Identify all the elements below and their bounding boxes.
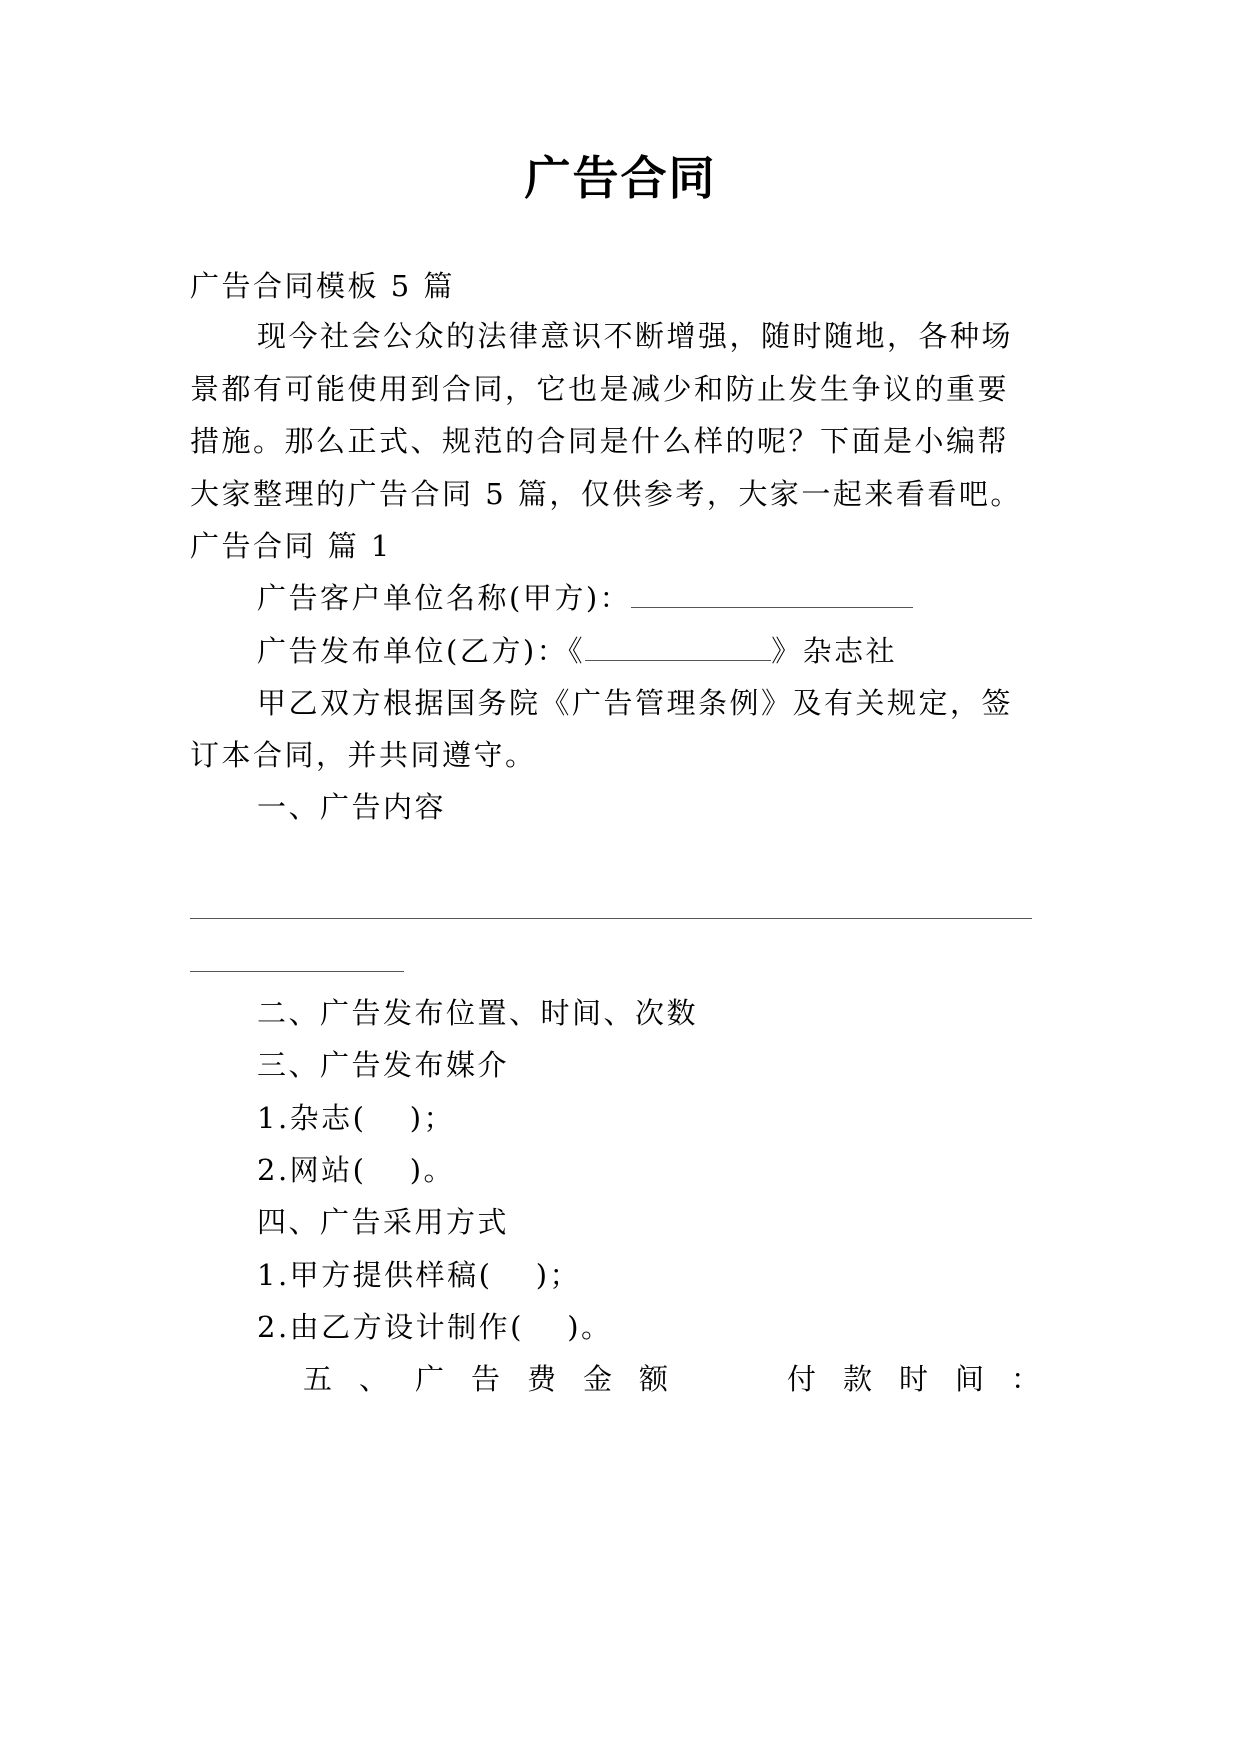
item-4-option-2: 2.由乙方设计制作( )。 [257,1310,613,1344]
party-a-label: 广告客户单位名称(甲方)： [257,581,632,615]
content-blank-line-1[interactable] [190,918,1032,919]
item-5-char: 金 [583,1362,613,1396]
intro-line-4: 大家整理的广告合同 5 篇，仅供参考，大家一起来看看吧。 [190,477,1022,511]
item-3-option-2: 2.网站( )。 [257,1153,456,1187]
party-a-line [257,578,913,618]
content-blank-line-2[interactable] [190,971,404,972]
item-5-char: 时 [899,1362,929,1396]
party-b-suffix: 》杂志社 [771,634,898,668]
party-b-line [257,631,897,671]
party-a-blank[interactable] [631,585,913,608]
item-5-char: 广 [415,1362,445,1396]
section-heading: 广告合同 篇 1 [190,529,392,563]
party-b-label: 广告发布单位(乙方)：《 [257,634,586,668]
item-3-option-1: 1.杂志( )； [257,1101,456,1135]
item-4-option-1: 1.甲方提供样稿( )； [257,1258,582,1292]
item-5-char: 五 [303,1362,333,1396]
document-title: 广告合同 [524,151,717,205]
basis-line-2: 订本合同，并共同遵守。 [190,738,537,772]
item-5-char: 间 [955,1362,985,1396]
item-5-char: 费 [527,1362,557,1396]
item-5-char: 款 [843,1362,873,1396]
intro-line-1: 现今社会公众的法律意识不断增强，随时随地，各种场 [257,319,1014,353]
item-3-heading: 三、广告发布媒介 [257,1048,510,1082]
item-5-heading [0,1359,1241,1399]
item-2-heading: 二、广告发布位置、时间、次数 [257,996,699,1030]
item-1-heading: 一、广告内容 [257,790,447,824]
item-5-char: ： [1011,1362,1041,1396]
item-5-char: 付 [787,1362,817,1396]
item-4-heading: 四、广告采用方式 [257,1205,510,1239]
intro-line-2: 景都有可能使用到合同，它也是减少和防止发生争议的重要 [190,372,1010,406]
basis-line-1: 甲乙双方根据国务院《广告管理条例》及有关规定，签 [257,686,1014,720]
party-b-blank[interactable] [585,638,771,661]
document-subtitle: 广告合同模板 5 篇 [190,269,455,303]
item-5-char: 告 [471,1362,501,1396]
item-5-char: 额 [639,1362,669,1396]
intro-line-3: 措施。那么正式、规范的合同是什么样的呢？下面是小编帮 [190,424,1010,458]
item-5-char: 、 [359,1362,389,1396]
